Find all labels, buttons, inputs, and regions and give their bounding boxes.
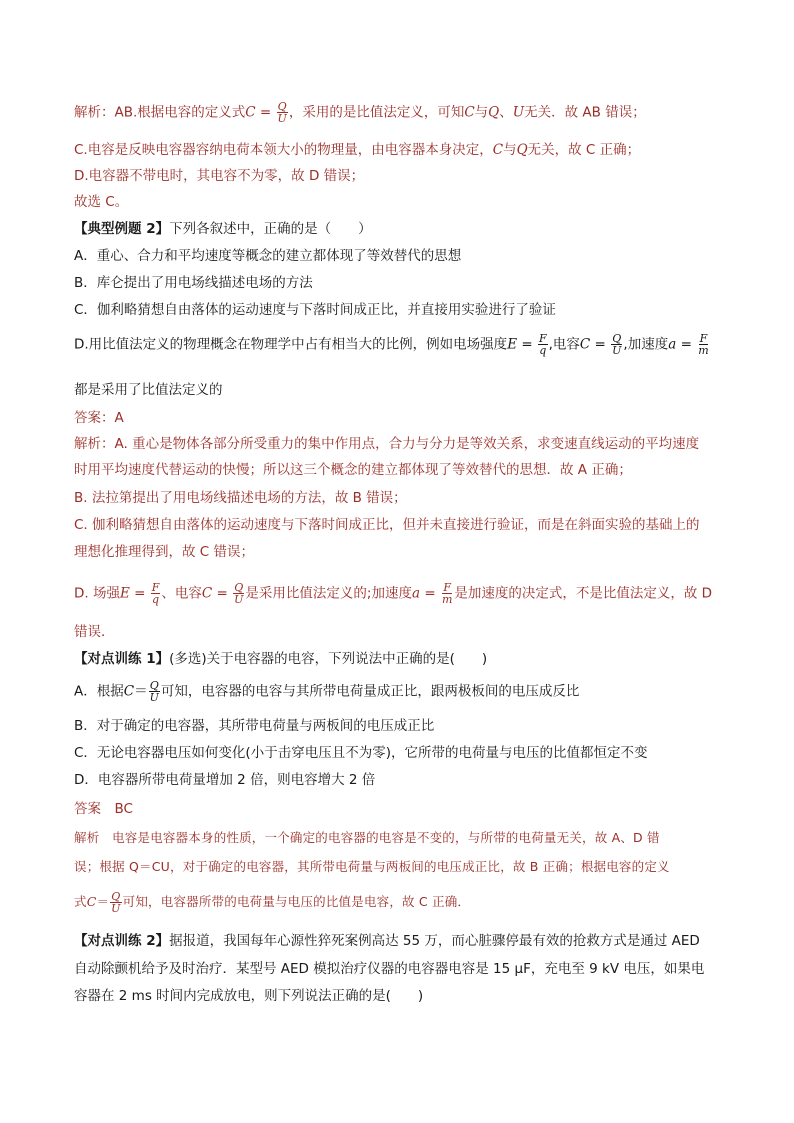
- numerator: Q: [234, 581, 244, 594]
- text: 与: [503, 142, 517, 158]
- text: ,加速度: [623, 336, 669, 353]
- answer-line: 答案：A: [74, 410, 124, 426]
- fraction-F-over-m: [697, 333, 709, 356]
- analysis-a-1: 解析：A. 重心是物体各部分所受重力的集中作用点，合力与分力是等效关系，求变速直线运动的平均速度: [74, 436, 700, 452]
- analysis-d-2: 错误．: [74, 624, 115, 640]
- practice-1-option-a: [74, 680, 579, 703]
- text: D.用比值法定义的物理概念在物理学中占有相当大的比例，例如电场强度: [74, 336, 508, 353]
- text: ，采用的是比值法定义，可知: [288, 104, 465, 121]
- var-C: C: [579, 336, 591, 353]
- analysis-line-3: D.电容器不带电时，其电容不为零，故 D 错误；: [74, 168, 365, 184]
- denominator: U: [149, 691, 159, 704]
- option-c: C．伽利略猜想自由落体的运动速度与下落时间成正比，并直接用实验进行了验证: [74, 302, 556, 318]
- analysis-c-2: 理想化推理得到，故 C 错误；: [74, 544, 255, 560]
- analysis-line-2: [74, 140, 640, 160]
- equals: ＝: [134, 683, 148, 700]
- numerator: F: [151, 581, 160, 594]
- fraction-Q-over-U: [611, 333, 622, 356]
- text: 无关，故 C 正确；: [527, 142, 641, 158]
- practice-tag: 【对点训练 2】: [74, 933, 170, 949]
- example-tag: 【典型例题 2】: [74, 221, 170, 237]
- practice-2-heading: [74, 931, 700, 951]
- equals: =: [255, 104, 276, 121]
- var-U: U: [512, 104, 525, 121]
- text: D. 场强: [74, 585, 120, 602]
- practice-tag: 【对点训练 1】: [74, 651, 170, 667]
- practice-1-heading: [74, 649, 487, 669]
- example-2-heading: [74, 219, 372, 239]
- text: A．根据: [74, 683, 124, 700]
- numerator: Q: [111, 890, 121, 903]
- text: 是采用比值法定义的;加速度: [245, 585, 412, 602]
- text: 解析：AB.根据电容的定义式: [74, 104, 246, 121]
- var-C: C: [201, 585, 213, 602]
- option-b: B．库仑提出了用电场线描述电场的方法: [74, 275, 313, 291]
- analysis-a-2: 时用平均速度代替运动的快慢；所以这三个概念的建立都体现了等效替代的思想．故 A 正确；: [74, 462, 632, 478]
- var-E: E: [507, 336, 518, 353]
- option-a: A．重心、合力和平均速度等概念的建立都体现了等效替代的思想: [74, 248, 462, 264]
- fraction-F-over-q: [538, 333, 548, 356]
- denominator: U: [111, 902, 121, 915]
- var-E: E: [119, 585, 130, 602]
- text: ,电容: [548, 336, 580, 353]
- var-C: C: [86, 894, 97, 909]
- fraction-Q-over-U: [110, 891, 121, 914]
- text: C.电容是反映电容器容纳电荷本领大小的物理量，由电容器本身决定，: [74, 142, 493, 158]
- var-C: C: [492, 142, 504, 158]
- question-text: 下列各叙述中，正确的是（ ）: [169, 221, 372, 237]
- var-Q: Q: [516, 142, 528, 158]
- equals: ＝: [96, 894, 110, 909]
- text: 与: [474, 104, 489, 121]
- fraction-F-over-m: [441, 582, 453, 605]
- text: 、电容: [161, 585, 202, 602]
- var-C: C: [245, 104, 256, 121]
- practice-1-option-b: B．对于确定的电容器，其所带电荷量与两板间的电压成正比: [74, 718, 435, 734]
- numerator: Q: [149, 679, 159, 692]
- numerator: Q: [612, 332, 622, 345]
- practice-1-option-c: C．无论电容器电压如何变化(小于击穿电压且不为零)，它所带的电荷量与电压的比值都恒定不变: [74, 745, 648, 761]
- option-d: D.用比值法定义的物理概念在物理学中占有相当大的比例，例如电场强度E = $\frac{F}{q}$ ,电容C = $\frac{Q}{U}$ ,加速度a = $\frac{F}{m}$: [74, 332, 709, 357]
- fraction-Q-over-U: [277, 101, 288, 124]
- var-Q: Q: [488, 104, 500, 121]
- question-text: (多选)关于电容器的电容，下列说法中正确的是( ): [169, 651, 488, 667]
- var-C: C: [123, 683, 135, 700]
- practice-1-analysis-1: 解析 电容是电容器本身的性质，一个确定的电容器的电容是不变的，与所带的电荷量无关，故 A、D 错: [74, 830, 660, 845]
- practice-1-analysis-3: [74, 891, 470, 914]
- fraction-Q-over-U: [149, 680, 160, 703]
- denominator: m: [698, 344, 709, 357]
- numerator: F: [699, 332, 708, 345]
- numerator: Q: [277, 100, 287, 113]
- var-C: C: [464, 104, 475, 121]
- denominator: U: [277, 112, 287, 125]
- text: 可知，电容器的电容与其所带电荷量成正比，跟两极板间的电压成反比: [160, 683, 580, 700]
- fraction-Q-over-U: [233, 582, 244, 605]
- var-a: a: [411, 585, 421, 602]
- analysis-d-1: D. 场强E = $\frac{F}{q}$ 、电容C = $\frac{Q}{U}$ 是采用比值法定义的;加速度a = $\frac{F}{m}$ 是加速度的决定式，不是比值法定义，故 D: [74, 581, 713, 606]
- answer-choice-line: 故选 C。: [74, 194, 129, 210]
- numerator: F: [538, 332, 547, 345]
- denominator: q: [152, 593, 160, 606]
- analysis-b: B. 法拉第提出了用电场线描述电场的方法，故 B 错误；: [74, 490, 407, 506]
- practice-1-option-d: D．电容器所带电荷量增加 2 倍，则电容增大 2 倍: [74, 772, 376, 788]
- numerator: F: [443, 581, 451, 594]
- text: 是加速度的决定式，不是比值法定义，故 D: [454, 585, 713, 602]
- practice-2-line-3: 容器在 2 ms 时间内完成放电，则下列说法正确的是( ): [74, 988, 424, 1004]
- analysis-c-1: C. 伽利略猜想自由落体的运动速度与下落时间成正比，但并未直接进行验证，而是在斜面实验的基础上的: [74, 517, 700, 533]
- denominator: U: [234, 593, 244, 606]
- denominator: U: [612, 344, 622, 357]
- practice-1-analysis-2: 误；根据 Q＝CU，对于确定的电容器，其所带电荷量与两板间的电压成正比，故 B 正确；根据电容的定义: [74, 859, 670, 874]
- denominator: m: [441, 593, 453, 606]
- text: 式: [74, 894, 87, 909]
- text: 、: [499, 104, 513, 121]
- fraction-F-over-q: [151, 582, 161, 605]
- var-a: a: [668, 336, 677, 353]
- practice-2-line-2: 自动除颤机给予及时治疗．某型号 AED 模拟治疗仪器的电容器电容是 15 μF，充电至 9 kV 电压，如果电: [74, 961, 705, 977]
- practice-1-answer: 答案 BC: [74, 801, 133, 817]
- analysis-line-1: [74, 101, 646, 124]
- text: 无关．故 AB 错误；: [524, 104, 646, 121]
- denominator: q: [539, 344, 547, 357]
- question-text: 据报道，我国每年心源性猝死案例高达 55 万，而心脏骤停最有效的抢救方式是通过 AED: [169, 933, 700, 949]
- text: 可知，电容器所带的电荷量与电压的比值是电容，故 C 正确．: [122, 894, 471, 909]
- option-d-cont: 都是采用了比值法定义的: [74, 382, 223, 398]
